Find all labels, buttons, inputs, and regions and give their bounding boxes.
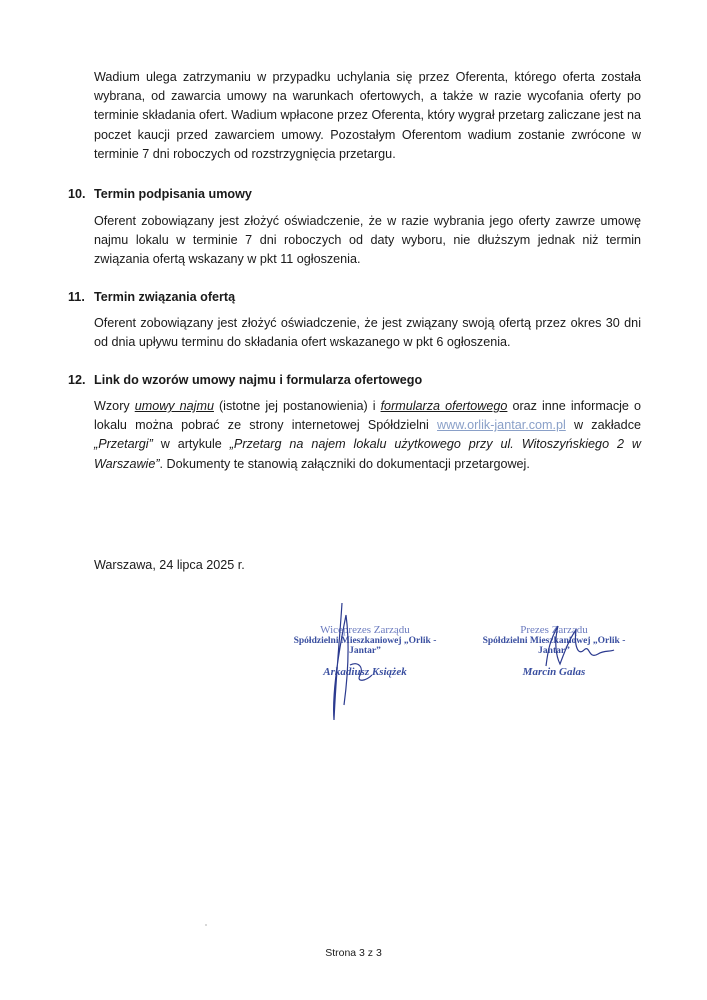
section-body-12 <box>94 397 641 474</box>
lease-template-link[interactable]: umowy najmu <box>134 399 214 413</box>
section-number: 10. <box>68 187 86 201</box>
section-heading-12 <box>68 373 422 387</box>
article-name: „Przetarg na najem lokalu użytkowego przy ul. Witoszyńskiego 2 w Warszawie” <box>94 437 641 471</box>
text-segment: . Dokumenty te stanowią załączniki do dokumentacji przetargowej. <box>159 456 530 471</box>
stamp-name: Marcin Galas <box>522 666 586 678</box>
stamp-role: Prezes Zarządu <box>520 624 588 636</box>
date-line: Warszawa, 24 lipca 2025 r. <box>94 558 245 572</box>
section-body-10: Oferent zobowiązany jest złożyć oświadczenie, że w razie wybrania jego oferty zawrze umowę najmu lokalu w terminie 7 dni roboczych od daty wyboru, nie dłuższym jednak niż termin związania ofertą wskazany w pkt 11 ogłoszenia. <box>94 214 641 267</box>
section-body-11: Oferent zobowiązany jest złożyć oświadczenie, że jest związany swoją ofertą przez okres 30 dni od dnia upływu terminu do składania ofert wskazanego w pkt 6 ogłoszenia. <box>94 316 641 350</box>
scan-speck <box>205 924 207 926</box>
section-title: Termin podpisania umowy <box>94 187 252 201</box>
text-segment: w zakładce <box>565 418 641 433</box>
website-link[interactable]: www.orlik-jantar.com.pl <box>437 418 566 433</box>
text-segment: w artykule <box>152 437 230 452</box>
stamp-role: Wiceprezes Zarządu <box>320 624 410 636</box>
stamp-org: Spółdzielni Mieszkaniowej „Orlik - Jantar” <box>482 636 626 656</box>
stamp-right <box>470 624 638 678</box>
section-title: Link do wzorów umowy najmu i formularza ofertowego <box>94 373 423 387</box>
section-title: Termin związania ofertą <box>94 290 236 304</box>
intro-paragraph: Wadium ulega zatrzymaniu w przypadku uchylania się przez Oferenta, którego oferta została wybrana, od zawarcia umowy na warunkach ofertowych, a także w razie wycofania oferty po terminie składania ofert. Wadium wpłacone przez Oferenta, który wygrał przetarg zaliczane jest na poczet kaucji przed zawarciem umowy. Pozostałym Oferentom wadium zostanie zwrócone w terminie 7 dni roboczych od rozstrzygnięcia przetargu. <box>94 70 641 161</box>
offer-form-link[interactable]: formularza ofertowego <box>380 399 508 413</box>
text-segment: oraz inne informacje o lokalu można pobrać ze strony internetowej Spółdzielni <box>94 399 641 433</box>
section-heading-10 <box>68 187 252 201</box>
page-footer: Strona 3 z 3 <box>325 947 382 959</box>
tab-name: „Przetargi” <box>94 437 153 452</box>
stamp-name: Arkadiusz Książek <box>323 666 407 678</box>
section-heading-11 <box>68 290 235 304</box>
text-segment: Wzory <box>94 399 135 413</box>
stamp-left <box>290 624 440 678</box>
text-segment: (istotne jej postanowienia) i <box>213 399 381 413</box>
stamp-org: Spółdzielni Mieszkaniowej „Orlik - Jantar” <box>293 636 437 656</box>
section-number: 12. <box>68 373 86 387</box>
section-number: 11. <box>68 290 85 304</box>
